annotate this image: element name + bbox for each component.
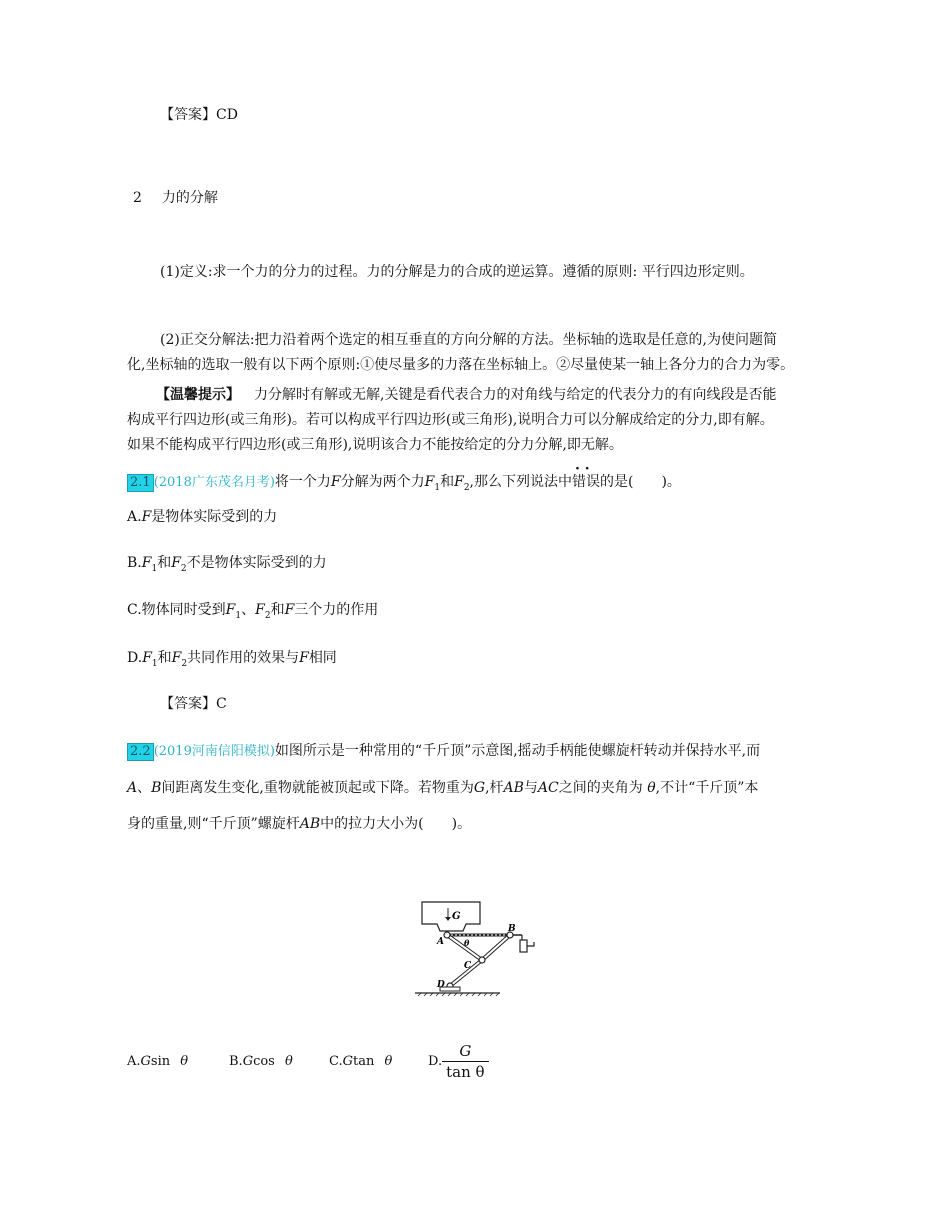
definition-2-line-2: 化,坐标轴的选取一般有以下两个原则:①使尽量多的力落在坐标轴上。②尽量使某一轴上各分力的合力为零。 xyxy=(127,357,795,373)
var-AB: AB xyxy=(299,816,321,832)
q2-text: 之间的夹角为 xyxy=(558,780,648,796)
var-F2: F xyxy=(171,555,181,571)
section-number: 2 xyxy=(133,190,142,206)
fraction-denominator: tan θ xyxy=(446,1063,485,1081)
option-prefix: D. xyxy=(428,1054,443,1069)
var-theta: θ xyxy=(647,780,656,796)
label-B: B xyxy=(508,924,516,934)
q2-text: 中的拉力大小为( )。 xyxy=(320,816,472,832)
tip-line-2: 构成平行四边形(或三角形)。若可以构成平行四边形(或三角形),说明合力可以分解成给定的分力,即有解。 xyxy=(127,412,774,428)
var-AB: AB xyxy=(503,780,524,796)
option-prefix: A. xyxy=(127,1054,141,1069)
weight-arrow-head xyxy=(445,917,451,921)
var-F1: F xyxy=(225,602,236,618)
q2-text: 、 xyxy=(137,780,152,796)
option-text: C.物体同时受到 xyxy=(127,602,226,618)
q1-text: 分解为两个力 xyxy=(340,474,425,490)
question-2-1 xyxy=(127,472,681,498)
tip-line-1 xyxy=(156,385,776,405)
jack-diagram xyxy=(410,900,545,1000)
subscript: 2 xyxy=(264,610,271,621)
q1-text: 和 xyxy=(440,474,455,490)
q2-text: 如图所示是一种常用的“千斤顶”示意图,摇动手柄能使螺旋杆转动并保持水平,而 xyxy=(274,743,761,759)
option-c xyxy=(127,600,378,626)
q1-text: 的是( )。 xyxy=(600,474,681,490)
question-2-2-line-1 xyxy=(127,741,760,762)
option-text: 不是物体实际受到的力 xyxy=(186,555,327,571)
subscript: 1 xyxy=(151,658,158,669)
option-text: 和 xyxy=(270,602,285,618)
section-heading xyxy=(133,188,218,208)
option-2-2-c xyxy=(329,1052,392,1072)
q2-text: 身的重量,则“千斤顶”螺旋杆 xyxy=(127,816,300,832)
option-b xyxy=(127,553,327,579)
handle-grip xyxy=(520,940,527,952)
label-D: D xyxy=(437,980,445,990)
subscript: 2 xyxy=(180,563,187,574)
var-G: G xyxy=(473,780,486,796)
subscript: 2 xyxy=(463,482,470,493)
question-tag: 2.2 xyxy=(127,743,154,761)
var-theta: θ xyxy=(285,1054,293,1069)
option-2-2-b xyxy=(229,1052,293,1072)
answer-label: 【答案】CD xyxy=(160,107,238,123)
option-2-2-d xyxy=(428,1040,489,1084)
q2-text: ,不计“千斤顶”本 xyxy=(655,780,759,796)
option-text: 相同 xyxy=(308,650,337,666)
var-G: G xyxy=(342,1054,354,1069)
var-F: F xyxy=(330,474,341,490)
var-AC: AC xyxy=(537,780,559,796)
var-A: A xyxy=(127,780,138,796)
option-text: 和 xyxy=(157,650,172,666)
answer-2-1: 【答案】C xyxy=(160,696,227,712)
subscript: 1 xyxy=(151,563,158,574)
option-prefix: D. xyxy=(127,650,143,666)
option-d xyxy=(127,648,337,674)
fraction-numerator: G xyxy=(442,1041,488,1062)
var-G: G xyxy=(242,1054,254,1069)
subscript: 1 xyxy=(235,610,242,621)
option-text: 是物体实际受到的力 xyxy=(151,509,278,525)
fraction xyxy=(442,1041,488,1082)
var-theta: θ xyxy=(384,1054,393,1069)
definition-2-line-1: (2)正交分解法:把力沿着两个选定的相互垂直的方向分解的方法。坐标轴的选取是任意的,为使问题简 xyxy=(160,332,777,348)
emphasis-text: · · 错误 xyxy=(572,472,600,492)
option-a xyxy=(127,507,277,527)
option-prefix: B. xyxy=(127,555,142,571)
var-F: F xyxy=(299,650,309,666)
var-F1: F xyxy=(142,650,152,666)
joint-C xyxy=(479,957,485,963)
tip-label: 【温馨提示】 xyxy=(156,387,240,403)
question-2-2-line-3 xyxy=(127,814,471,834)
option-text: 和 xyxy=(157,555,172,571)
q2-text: ,杆 xyxy=(485,780,504,796)
option-text: 、 xyxy=(241,602,256,618)
var-F: F xyxy=(284,602,295,618)
rod-BC-inner xyxy=(482,935,510,960)
var-F: F xyxy=(141,509,152,525)
tip-line-3: 如果不能构成平行四边形(或三角形),说明该合力不能按给定的分力分解,即无解。 xyxy=(127,437,623,453)
label-C: C xyxy=(464,961,472,971)
section-title: 力的分解 xyxy=(161,190,218,206)
var-F1: F xyxy=(141,555,152,571)
subscript: 1 xyxy=(434,482,441,493)
var-theta: θ xyxy=(180,1054,189,1069)
var-F2: F xyxy=(454,474,464,490)
label-theta: θ xyxy=(464,938,470,948)
subscript: 2 xyxy=(181,658,188,669)
var-F2: F xyxy=(255,602,265,618)
option-prefix: C. xyxy=(329,1054,343,1069)
option-prefix: A. xyxy=(127,509,142,525)
option-text: 共同作用的效果与 xyxy=(187,650,300,666)
q1-text: ,那么下列说法中 xyxy=(469,474,572,490)
joint-A xyxy=(444,932,450,938)
function-name: tan xyxy=(353,1054,375,1069)
option-2-2-a xyxy=(127,1052,188,1072)
var-B: B xyxy=(151,780,162,796)
q1-text: 将一个力 xyxy=(274,474,331,490)
var-F1: F xyxy=(424,474,435,490)
question-tag: 2.1 xyxy=(127,474,154,492)
label-A: A xyxy=(437,937,444,947)
var-F2: F xyxy=(171,650,182,666)
label-G: G xyxy=(452,911,461,922)
option-prefix: B. xyxy=(229,1054,243,1069)
load-block xyxy=(422,902,480,931)
q2-text: 间距离发生变化,重物就能被顶起或下降。若物重为 xyxy=(161,780,474,796)
function-name: cos xyxy=(253,1054,275,1069)
definition-1: (1)定义:求一个力的分力的过程。力的分解是力的合成的逆运算。遵循的原则: 平行四边形定则。 xyxy=(160,264,754,280)
q2-text: 与 xyxy=(523,780,538,796)
option-text: 三个力的作用 xyxy=(294,602,379,618)
function-name: sin xyxy=(150,1054,171,1069)
var-G: G xyxy=(140,1054,151,1069)
tip-text-1: 力分解时有解或无解,关键是看代表合力的对角线与给定的代表分力的有向线段是否能 xyxy=(254,387,777,403)
question-source: (2018广东茂名月考) xyxy=(153,475,275,490)
question-2-2-line-2 xyxy=(127,778,758,798)
question-source: (2019河南信阳模拟) xyxy=(153,744,275,759)
